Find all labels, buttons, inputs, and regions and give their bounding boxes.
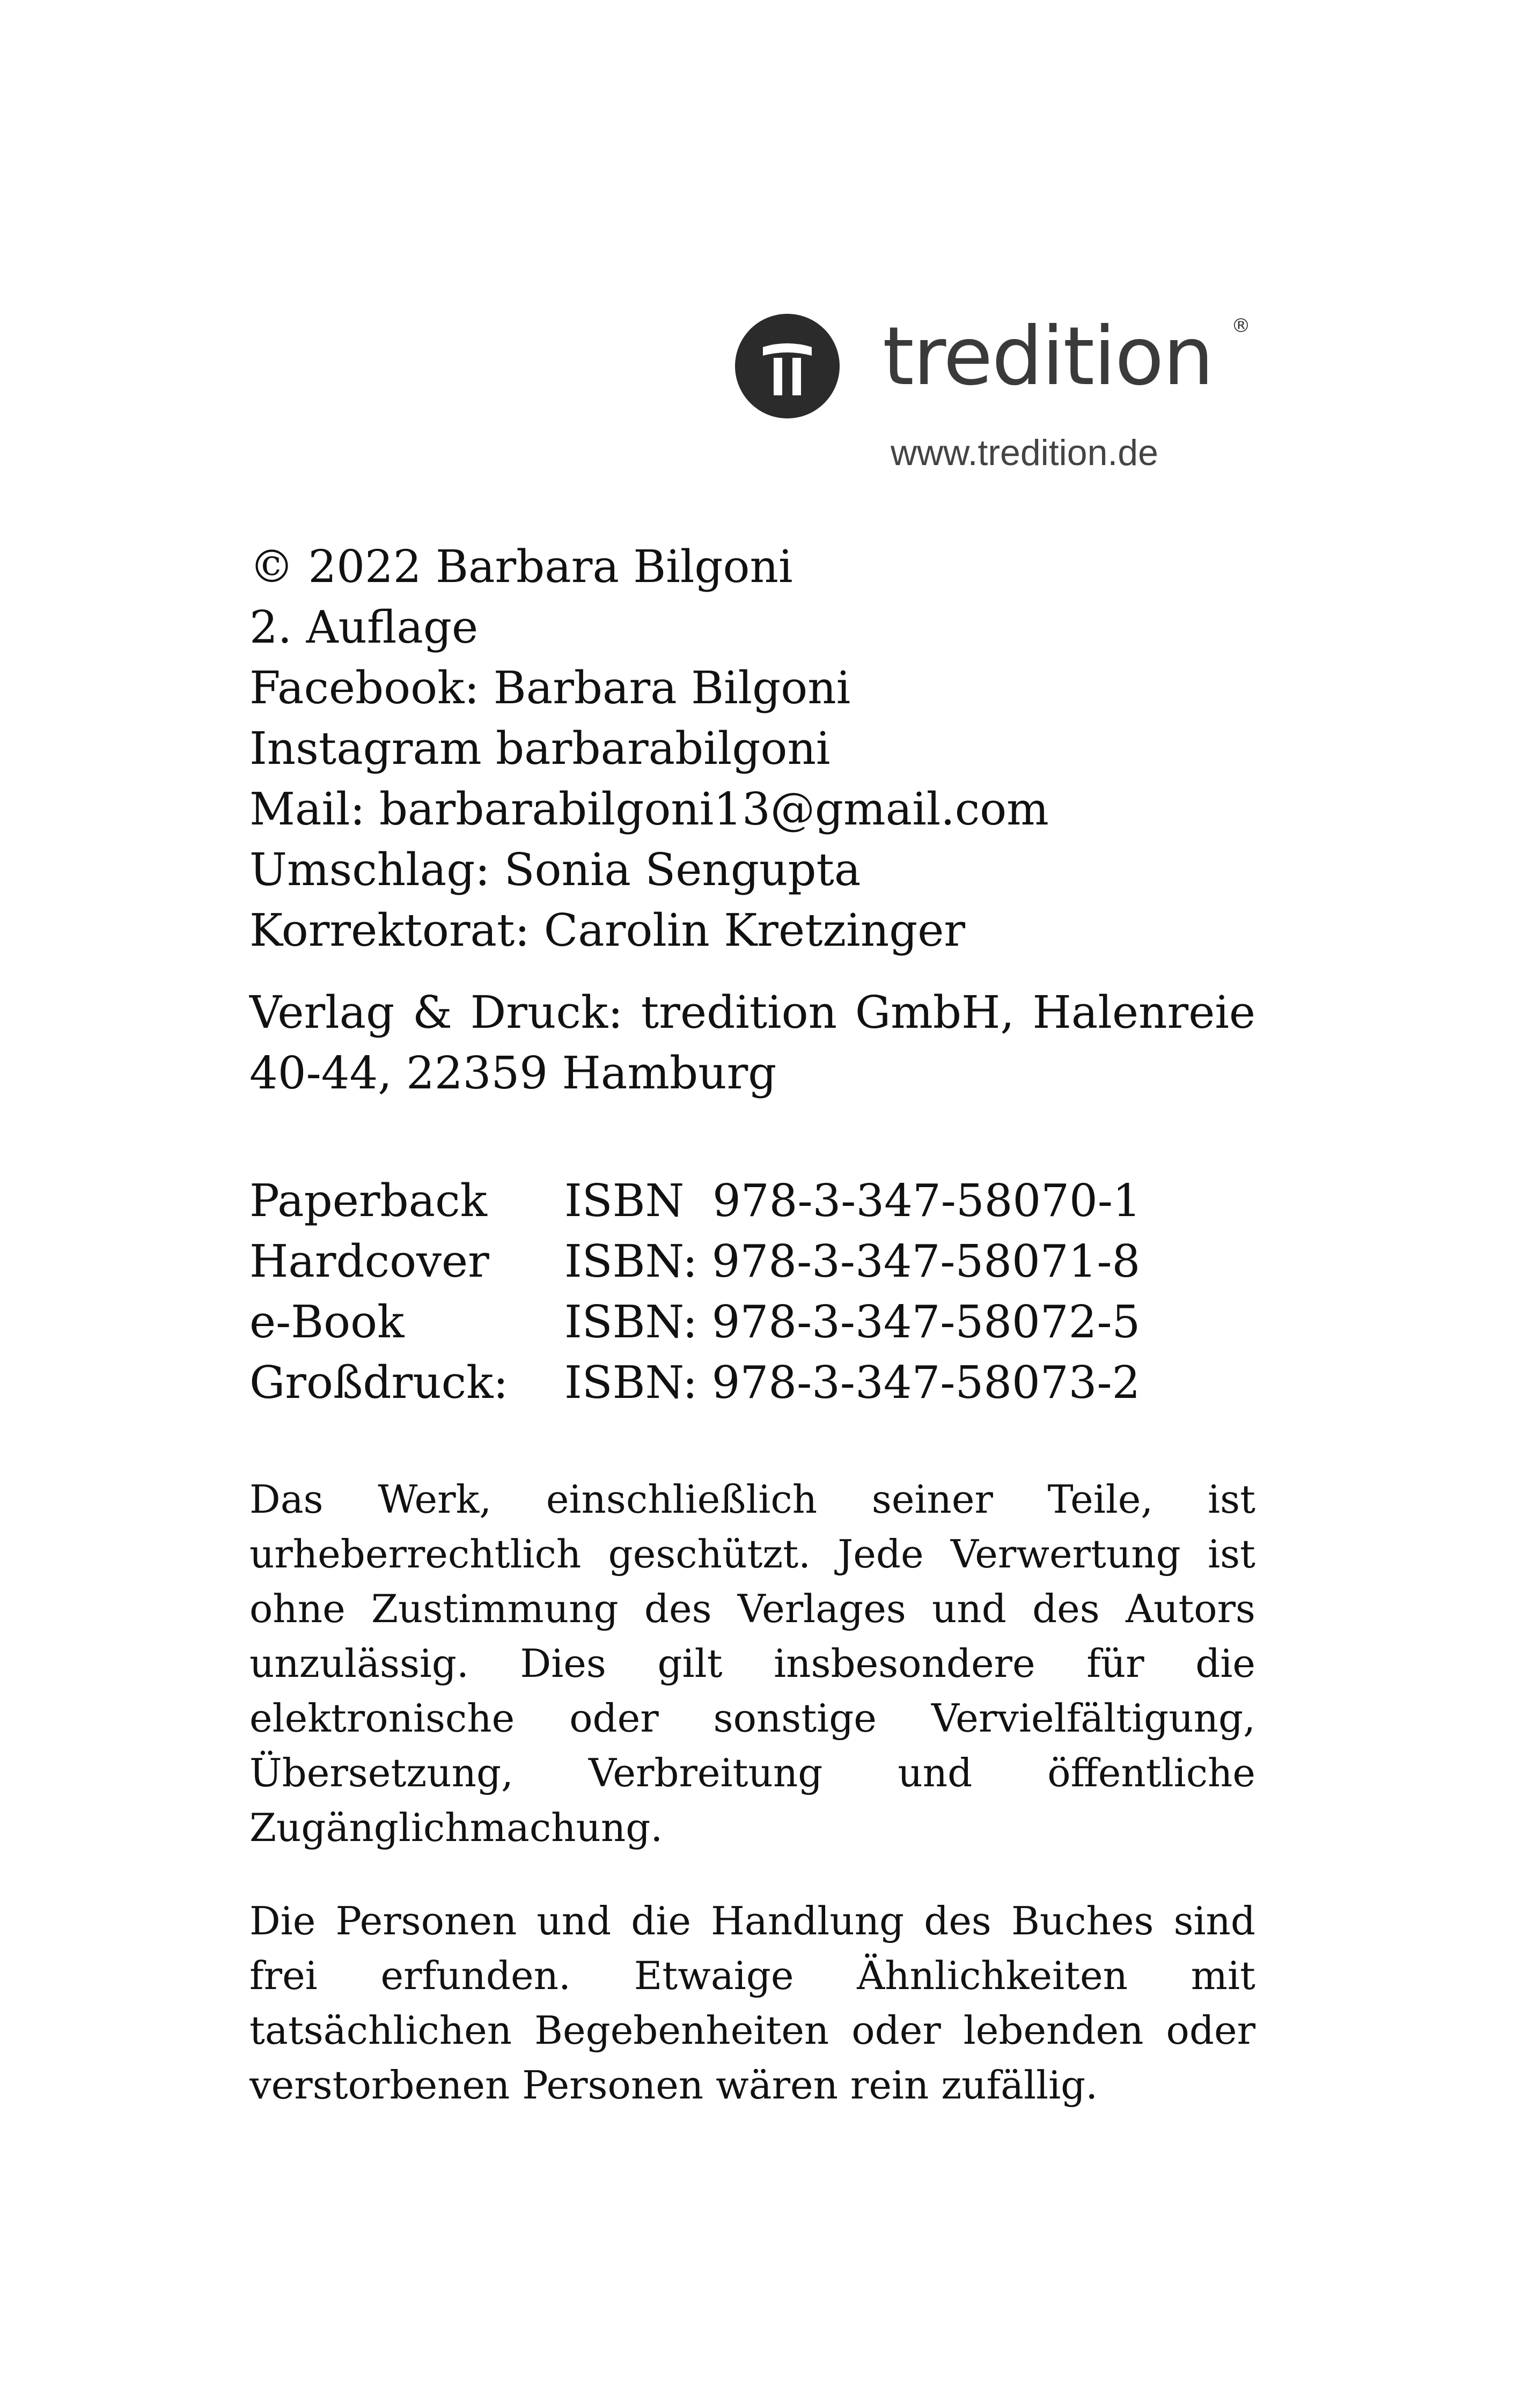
logo-wordmark: tredition bbox=[883, 310, 1213, 403]
tredition-logo bbox=[735, 300, 1261, 483]
cover-credit-line: Umschlag: Sonia Sengupta bbox=[249, 844, 861, 896]
copyright-notice: Das Werk, einschließlich seiner Teile, ist urheberrechtlich geschützt. Jede Verwertung ist ohne Zustimmung des Verlages und des Autors unzulässig. Dies gilt insbesondere für die elektronische oder sonstige Vervielfältigung, Übersetzung, Verbreitung und öffentliche Zugänglichmachung. bbox=[249, 1477, 1255, 1850]
isbn-list bbox=[249, 1170, 1255, 1413]
isbn-row bbox=[249, 1170, 1255, 1231]
isbn-row bbox=[249, 1231, 1255, 1292]
fiction-disclaimer: Die Personen und die Handlung des Buches sind frei erfunden. Etwaige Ähnlichkeiten mit tatsächlichen Begebenheiten oder lebenden oder verstorbenen Personen wären rein zufällig. bbox=[249, 1898, 1255, 2108]
isbn-number: ISBN: 978-3-347-58071-8 bbox=[564, 1235, 1141, 1287]
imprint-page bbox=[249, 536, 1255, 2151]
publisher-address: Verlag & Druck: tredition GmbH, Halenreie 40-44, 22359 Hamburg bbox=[249, 986, 1255, 1099]
isbn-format: e-Book bbox=[249, 1296, 405, 1348]
tredition-mark-icon bbox=[735, 314, 840, 418]
isbn-number: ISBN 978-3-347-58070-1 bbox=[564, 1175, 1141, 1227]
isbn-row bbox=[249, 1292, 1255, 1352]
isbn-format: Hardcover bbox=[249, 1235, 489, 1287]
isbn-format: Großdruck: bbox=[249, 1357, 509, 1409]
isbn-number: ISBN: 978-3-347-58072-5 bbox=[564, 1296, 1141, 1348]
copyright-line: © 2022 Barbara Bilgoni bbox=[249, 541, 793, 593]
registered-mark: ® bbox=[1231, 315, 1251, 337]
isbn-row bbox=[249, 1352, 1255, 1413]
mail-line: Mail: barbarabilgoni13@gmail.com bbox=[249, 783, 1049, 835]
edition-line: 2. Auflage bbox=[249, 601, 479, 653]
proofreading-credit-line: Korrektorat: Carolin Kretzinger bbox=[249, 904, 966, 956]
facebook-line: Facebook: Barbara Bilgoni bbox=[249, 662, 851, 714]
isbn-format: Paperback bbox=[249, 1175, 487, 1227]
publisher-url: www.tredition.de bbox=[891, 432, 1158, 473]
isbn-number: ISBN: 978-3-347-58073-2 bbox=[564, 1357, 1141, 1409]
instagram-line: Instagram barbarabilgoni bbox=[249, 723, 831, 775]
